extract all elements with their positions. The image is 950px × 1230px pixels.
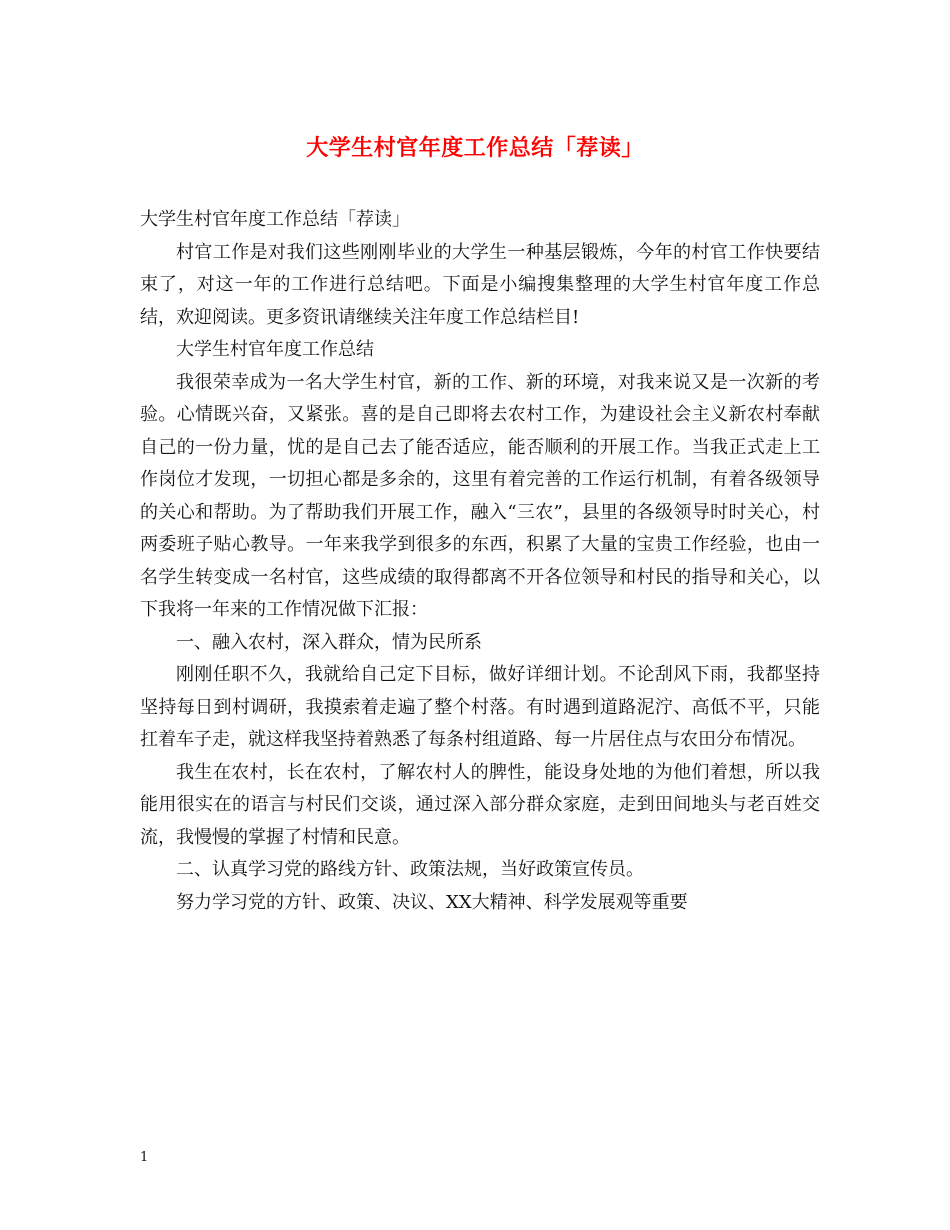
body-paragraph: 二、认真学习党的路线方针、政策法规，当好政策宣传员。 (176, 859, 644, 880)
body-paragraph: 一、融入农村，深入群众，情为民所系 (176, 631, 482, 653)
body-paragraph: 村官工作是对我们这些刚刚毕业的大学生一种基层锻炼，今年的村官工作快要结束了，对这一年的工作进行总结吧。下面是小编搜集整理的大学生村官年度工作总结，欢迎阅读。更多资讯请继续关注年度工作总结栏目! (140, 241, 820, 328)
body-paragraph: 大学生村官年度工作总结 (176, 339, 374, 360)
body-paragraph: 我很荣幸成为一名大学生村官，新的工作、新的环境，对我来说又是一次新的考验。心情既兴奋，又紧张。喜的是自己即将去农村工作，为建设社会主义新农村奉献自己的一份力量，忧的是自己去了能否适应，能否顺利的开展工作。当我正式走上工作岗位才发现，一切担心都是多余的，这里有着完善的工作运行机制，有着各级领导的关心和帮助。为了帮助我们开展工作，融入“三农”，县里的各级领导时时关心，村两委班子贴心教导。一年来我学到很多的东西，积累了大量的宝贵工作经验，也由一名学生转变成一名村官，这些成绩的取得都离不开各位领导和村民的指导和关心，以下我将一年来的工作情况做下汇报： (140, 371, 820, 620)
document-body (140, 204, 820, 919)
body-paragraph: 努力学习党的方针、政策、决议、XX大精神、科学发展观等重要 (176, 891, 688, 913)
document-title: 大学生村官年度工作总结「荐读」 (306, 135, 644, 161)
page-number: 1 (140, 1150, 149, 1165)
body-paragraph: 刚刚任职不久，我就给自己定下目标，做好详细计划。不论刮风下雨，我都坚持坚持每日到村调研，我摸索着走遍了整个村落。有时遇到道路泥泞、高低不平，只能扛着车子走，就这样我坚持着熟悉了每条村组道路、每一片居住点与农田分布情况。 (140, 664, 820, 750)
body-paragraph: 大学生村官年度工作总结「荐读」 (140, 209, 410, 230)
body-paragraph: 我生在农村，长在农村，了解农村人的脾性，能设身处地的为他们着想，所以我能用很实在的语言与村民们交谈，通过深入部分群众家庭，走到田间地头与老百姓交流，我慢慢的掌握了村情和民意。 (140, 761, 820, 848)
